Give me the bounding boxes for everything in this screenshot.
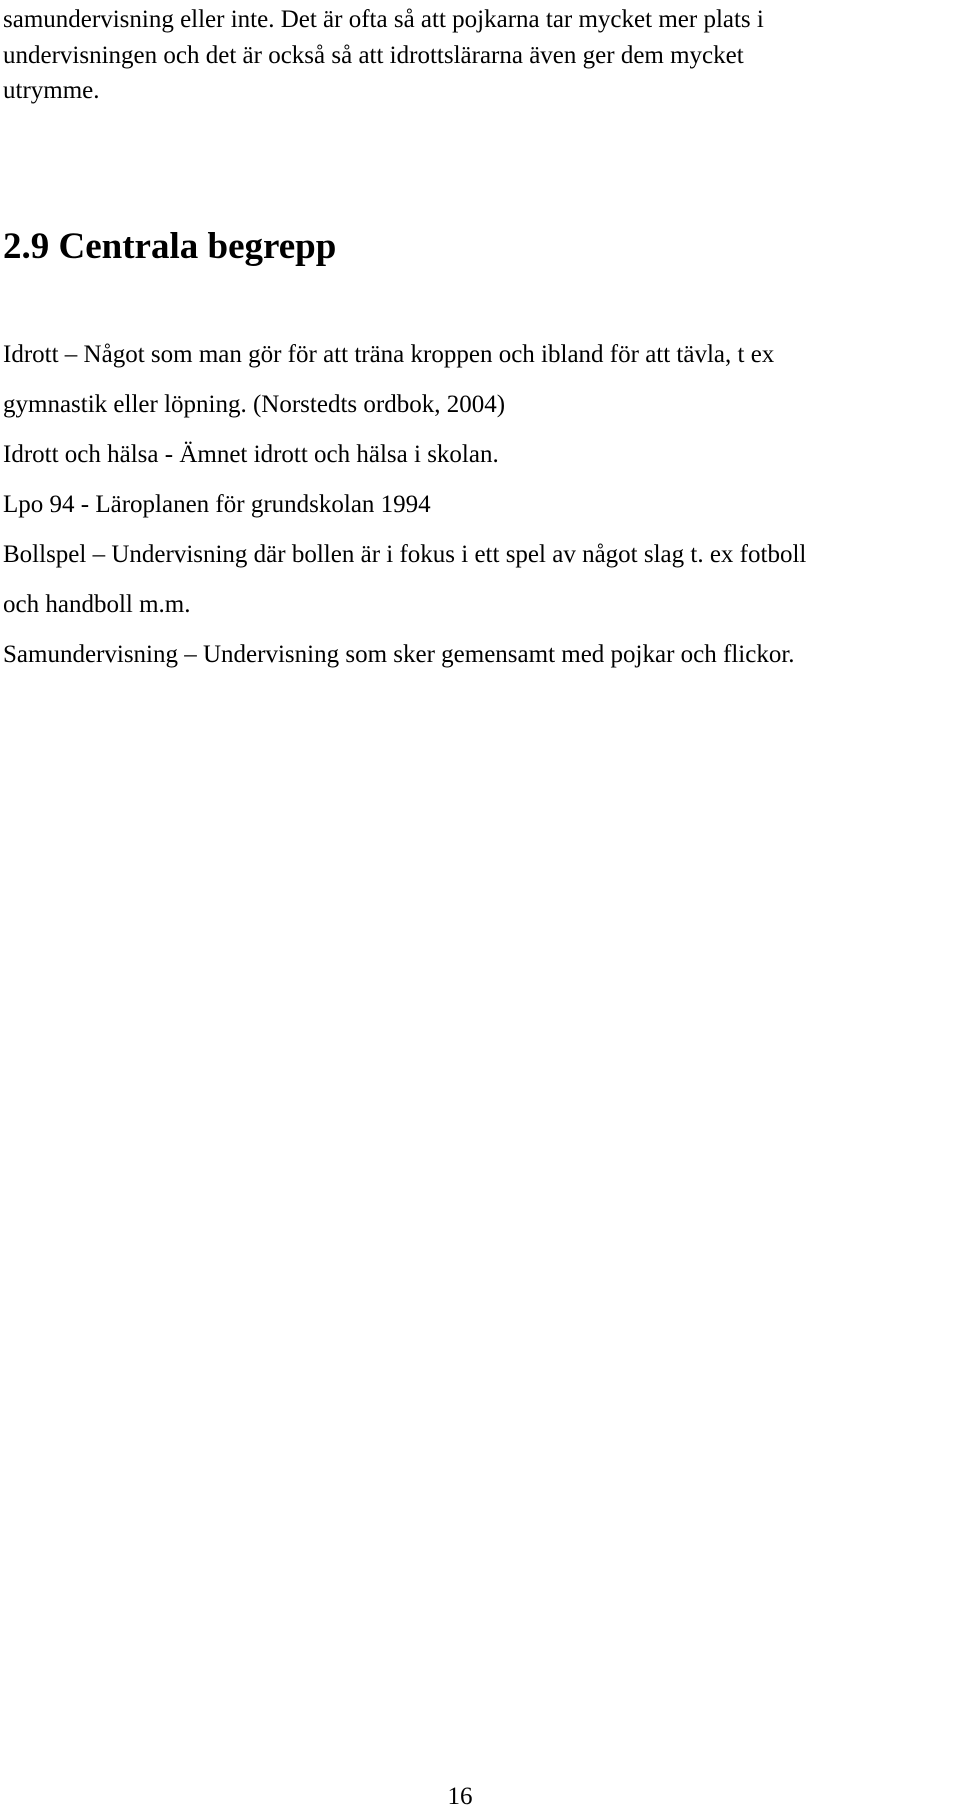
intro-line: undervisningen och det är också så att idrottslärarna även ger dem mycket xyxy=(3,41,744,69)
definition-line: och handboll m.m. xyxy=(3,591,191,618)
definition-line: Idrott – Något som man gör för att träna kroppen och ibland för att tävla, t ex xyxy=(3,341,775,368)
intro-paragraph xyxy=(3,2,953,109)
definition-line: Bollspel – Undervisning där bollen är i fokus i ett spel av något slag t. ex fotboll xyxy=(3,541,807,568)
intro-line: samundervisning eller inte. Det är ofta så att pojkarna tar mycket mer plats i xyxy=(3,6,764,33)
section-heading: 2.9 Centrala begrepp xyxy=(3,226,337,267)
intro-line: utrymme. xyxy=(3,77,100,104)
definition-line: Samundervisning – Undervisning som sker gemensamt med pojkar och flickor. xyxy=(3,641,795,668)
definition-line: Lpo 94 - Läroplanen för grundskolan 1994 xyxy=(3,491,431,518)
definition-line: Idrott och hälsa - Ämnet idrott och hälsa i skolan. xyxy=(3,441,499,468)
definition-line: gymnastik eller löpning. (Norstedts ordbok, 2004) xyxy=(3,391,506,418)
page-number: 16 xyxy=(447,1783,473,1810)
definitions-list xyxy=(3,330,958,680)
